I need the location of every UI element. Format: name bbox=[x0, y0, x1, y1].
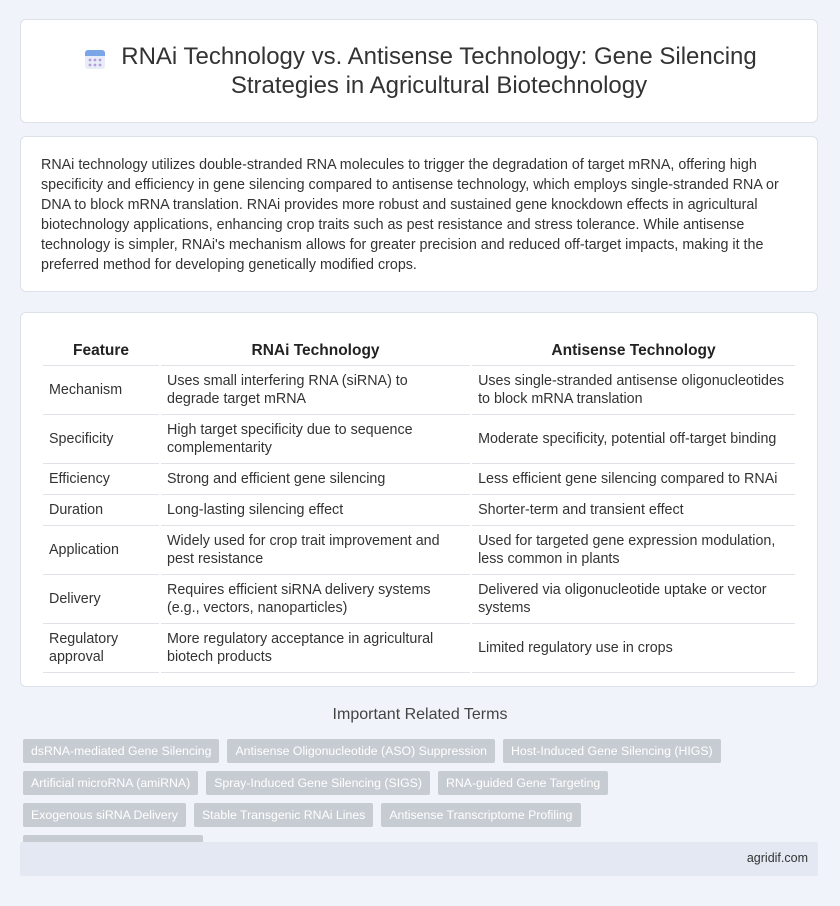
header-rnai: RNAi Technology bbox=[161, 331, 470, 366]
title-wrap bbox=[21, 20, 817, 122]
rnai-cell: Strong and efficient gene silencing bbox=[161, 464, 470, 495]
table-row bbox=[43, 415, 795, 464]
antisense-cell: Used for targeted gene expression modulation, less common in plants bbox=[472, 526, 795, 575]
table-row bbox=[43, 366, 795, 415]
feature-cell: Mechanism bbox=[43, 366, 159, 415]
feature-cell: Application bbox=[43, 526, 159, 575]
rnai-cell: Requires efficient siRNA delivery systems (e.g., vectors, nanoparticles) bbox=[161, 575, 470, 624]
header-card bbox=[20, 19, 818, 123]
feature-cell: Specificity bbox=[43, 415, 159, 464]
related-term-tag[interactable]: Exogenous siRNA Delivery bbox=[23, 803, 186, 827]
related-term-tag[interactable]: Host-Induced Gene Silencing (HIGS) bbox=[503, 739, 721, 763]
calendar-icon bbox=[83, 47, 107, 71]
table-row bbox=[43, 495, 795, 526]
antisense-cell: Uses single-stranded antisense oligonucleotides to block mRNA translation bbox=[472, 366, 795, 415]
related-term-tag[interactable]: RNA-guided Gene Targeting bbox=[438, 771, 608, 795]
table-header-row bbox=[43, 331, 795, 366]
antisense-cell: Less efficient gene silencing compared to RNAi bbox=[472, 464, 795, 495]
table-row bbox=[43, 464, 795, 495]
antisense-cell: Shorter-term and transient effect bbox=[472, 495, 795, 526]
related-terms-list bbox=[23, 739, 763, 859]
page-title: RNAi Technology vs. Antisense Technology: Gene Silencing Strategies in Agricultural Biotechnology bbox=[121, 43, 757, 99]
intro-paragraph: RNAi technology utilizes double-stranded RNA molecules to trigger the degradation of target mRNA, offering high specificity and efficiency in gene silencing compared to antisense technology, which employs single-stranded RNA or DNA to block mRNA translation. RNAi provides more robust and sustained gene knockdown effects in agricultural biotechnology applications, enhancing crop traits such as pest resistance and stress tolerance. While antisense technology is simpler, RNAi's mechanism allows for greater precision and reduced off-target impacts, making it the preferred method for developing genetically modified crops. bbox=[41, 157, 779, 273]
related-term-tag[interactable]: Antisense Transcriptome Profiling bbox=[381, 803, 580, 827]
feature-cell: Delivery bbox=[43, 575, 159, 624]
footer bbox=[20, 842, 818, 876]
related-term-tag[interactable]: Spray-Induced Gene Silencing (SIGS) bbox=[206, 771, 430, 795]
rnai-cell: Long-lasting silencing effect bbox=[161, 495, 470, 526]
feature-cell: Regulatory approval bbox=[43, 624, 159, 673]
related-term-tag[interactable]: Stable Transgenic RNAi Lines bbox=[194, 803, 373, 827]
comparison-table bbox=[41, 331, 797, 673]
comparison-card bbox=[20, 312, 818, 687]
related-term-tag[interactable]: Antisense Oligonucleotide (ASO) Suppression bbox=[227, 739, 495, 763]
antisense-cell: Delivered via oligonucleotide uptake or vector systems bbox=[472, 575, 795, 624]
related-terms-title: Important Related Terms bbox=[332, 706, 508, 723]
feature-cell: Efficiency bbox=[43, 464, 159, 495]
rnai-cell: Widely used for crop trait improvement and pest resistance bbox=[161, 526, 470, 575]
footer-site-link[interactable]: agridif.com bbox=[746, 851, 808, 865]
feature-cell: Duration bbox=[43, 495, 159, 526]
table-row bbox=[43, 624, 795, 673]
header-feature: Feature bbox=[43, 331, 159, 366]
related-term-tag[interactable]: Artificial microRNA (amiRNA) bbox=[23, 771, 198, 795]
rnai-cell: More regulatory acceptance in agricultural biotech products bbox=[161, 624, 470, 673]
rnai-cell: Uses small interfering RNA (siRNA) to degrade target mRNA bbox=[161, 366, 470, 415]
antisense-cell: Limited regulatory use in crops bbox=[472, 624, 795, 673]
table-row bbox=[43, 575, 795, 624]
intro-card bbox=[20, 136, 818, 292]
related-term-tag[interactable]: dsRNA-mediated Gene Silencing bbox=[23, 739, 219, 763]
table-row bbox=[43, 526, 795, 575]
rnai-cell: High target specificity due to sequence complementarity bbox=[161, 415, 470, 464]
header-antisense: Antisense Technology bbox=[472, 331, 795, 366]
antisense-cell: Moderate specificity, potential off-target binding bbox=[472, 415, 795, 464]
